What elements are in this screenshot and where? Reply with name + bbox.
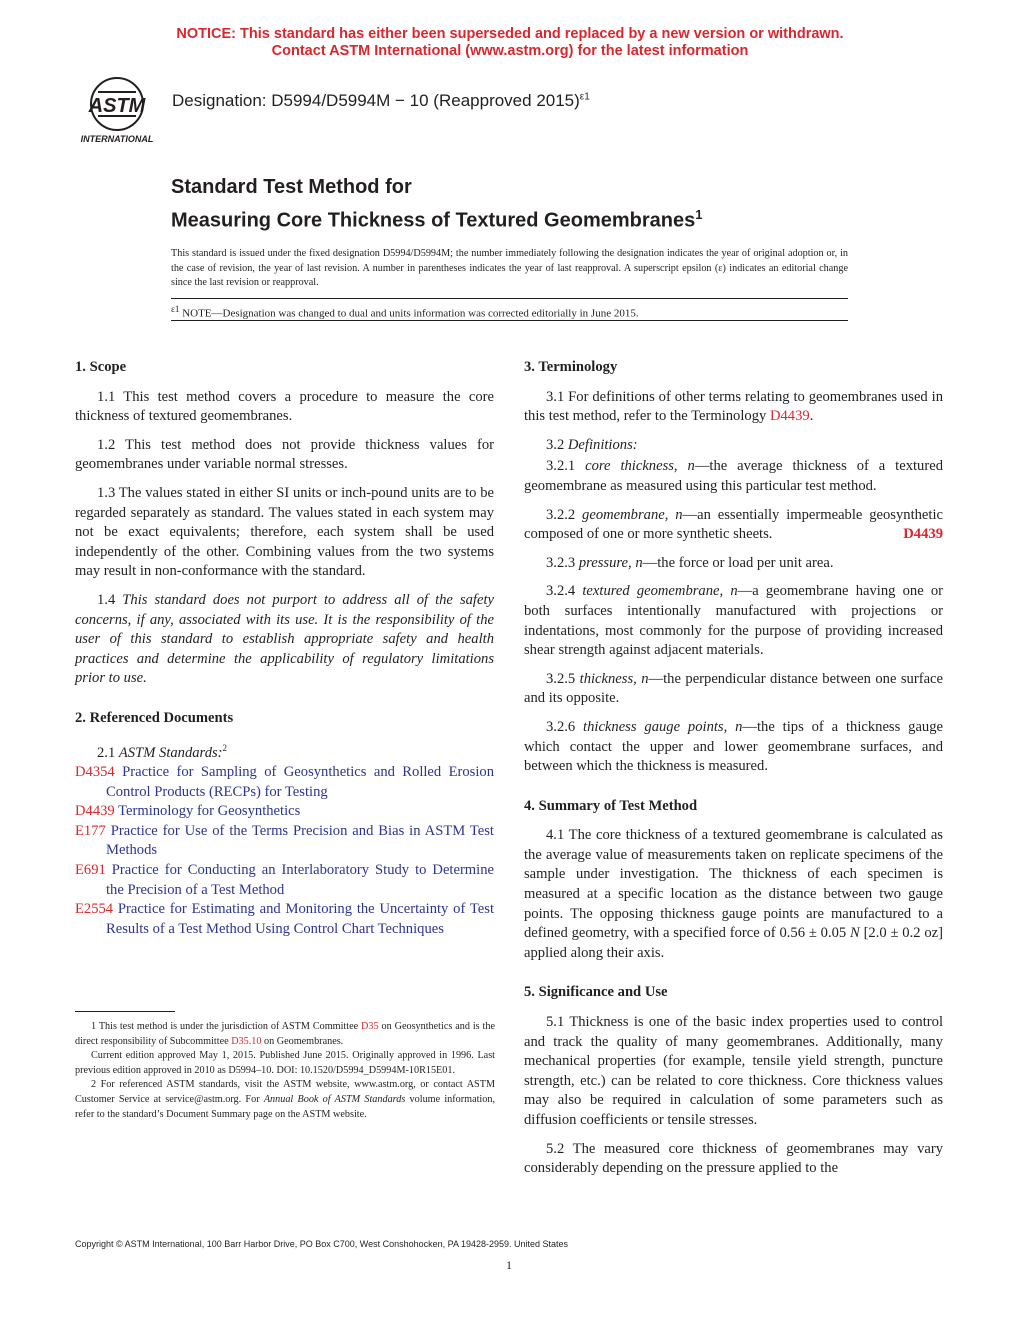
def-num: 3.2.1 bbox=[546, 458, 586, 475]
reference-item[interactable] bbox=[75, 822, 494, 861]
def-num: 3.2.4 bbox=[546, 583, 583, 600]
term-3-2-num: 3.2 bbox=[546, 436, 568, 453]
astm-standards-num: 2.1 bbox=[97, 744, 119, 761]
def-term: textured geomembrane, n bbox=[582, 583, 738, 600]
footnote-2-text-a: 2 For referenced ASTM standards, visit the ASTM website, www.astm.org, or contact ASTM Customer Service at service@astm.org. For bbox=[75, 1079, 495, 1105]
committee-d35-link[interactable]: D35 bbox=[361, 1021, 379, 1032]
reference-code-link[interactable]: E2554 bbox=[75, 901, 114, 918]
term-3-1-text: 3.1 For definitions of other terms relating to geomembranes used in this test method, refer to the Terminology bbox=[524, 388, 943, 425]
scope-1-1: 1.1 This test method covers a procedure to measure the core thickness of textured geomembranes. bbox=[75, 388, 494, 425]
intro-paragraph: This standard is issued under the fixed designation D5994/D5994M; the number immediately following the designation indicates the year of original adoption or, in the case of revision, the year of last revision. A number in parentheses indicates the year of last reapproval. A superscript epsilon (ε) indicates an editorial change since the last revision or reapproval. bbox=[171, 248, 848, 289]
designation bbox=[172, 91, 590, 111]
astm-standards-text: ASTM Standards: bbox=[118, 744, 223, 761]
def-term: geomembrane, n bbox=[582, 506, 683, 523]
reference-code-link[interactable]: D4354 bbox=[75, 763, 115, 780]
d4439-link[interactable]: D4439 bbox=[769, 408, 810, 425]
footnote-1 bbox=[75, 1020, 495, 1049]
summary-heading: 4. Summary of Test Method bbox=[524, 797, 698, 814]
term-3-2-label: Definitions: bbox=[567, 436, 638, 453]
def-num: 3.2.3 bbox=[546, 554, 579, 571]
terminology-heading: 3. Terminology bbox=[524, 359, 618, 375]
def-pressure bbox=[524, 554, 943, 574]
footnote-2-text-b: volume information, refer to the standard’s Document Summary page on the ASTM website. bbox=[75, 1093, 495, 1120]
significance-heading: 5. Significance and Use bbox=[524, 984, 668, 1001]
def-num: 3.2.5 bbox=[546, 670, 580, 687]
reference-item[interactable] bbox=[75, 861, 494, 900]
reference-title-link[interactable]: Practice for Use of the Terms Precision and Bias in ASTM Test Methods bbox=[105, 822, 494, 859]
title-line-1: Standard Test Method for bbox=[171, 176, 412, 198]
notice-line-1: NOTICE: This standard has either been superseded and replaced by a new version or withdrawn. bbox=[176, 26, 844, 42]
notice-line-2: Contact ASTM International (www.astm.org) for the latest information bbox=[271, 43, 749, 59]
summary-text-end: [2.0 ± 0.2 oz] applied along their axis. bbox=[524, 925, 943, 961]
summary-text: 4.1 The core thickness of a textured geomembrane is calculated as the average value of measurements taken on replicate specimens of the sample under investigation. The thickness of each specimen is measured at a specific location as the distance between two gauge points. The opposing thickness gauge points are manufactured to a defined geometry, with a specified force of 0.56 ± 0.05 bbox=[524, 827, 943, 942]
footnote-2 bbox=[75, 1078, 495, 1122]
footnote-1-text-c: on Geomembranes. bbox=[261, 1035, 344, 1047]
editorial-note bbox=[171, 304, 639, 320]
scope-1-4 bbox=[75, 591, 494, 689]
footnotes bbox=[75, 1020, 495, 1122]
designation-sup: ε1 bbox=[579, 91, 590, 103]
def-geomembrane bbox=[524, 506, 943, 545]
editorial-note-text: NOTE—Designation was changed to dual and units information was corrected editorially in June 2015. bbox=[182, 307, 639, 320]
term-3-1-end: . bbox=[809, 408, 814, 425]
reference-item[interactable] bbox=[75, 900, 494, 939]
def-text: —the force or load per unit area. bbox=[642, 554, 834, 571]
reference-title-link[interactable]: Practice for Estimating and Monitoring the Uncertainty of Test Results of a Test Method Using Control Chart Techniques bbox=[106, 901, 494, 937]
significance-5-1: 5.1 Thickness is one of the basic index properties used to control and track the quality of many geomembranes. Additionally, many mechanical properties (for example, tensile yield strength, puncture strength, etc.) can be related to core thickness. Core thickness values may also be required in calculation of some parameters such as diffusion coefficients or tensile stresses. bbox=[524, 1014, 943, 1128]
def-text: —the tips of a thickness gauge which contact the upper and lower geomembrane surfaces, and between which the thickness is measured. bbox=[524, 718, 943, 775]
def-thickness-gauge-points bbox=[524, 718, 943, 777]
reference-title-link[interactable]: Terminology for Geosynthetics bbox=[114, 803, 301, 820]
logo-subtext: INTERNATIONAL bbox=[80, 134, 154, 144]
def-term: pressure, n bbox=[578, 554, 643, 571]
astm-logo bbox=[76, 76, 158, 144]
document-title bbox=[171, 174, 702, 235]
scope-heading: 1. Scope bbox=[75, 359, 127, 375]
referenced-heading: 2. Referenced Documents bbox=[75, 709, 234, 726]
term-3-2 bbox=[524, 436, 943, 456]
reference-item[interactable] bbox=[75, 763, 494, 802]
def-core-thickness bbox=[524, 457, 943, 496]
reference-code-link[interactable]: D4439 bbox=[75, 803, 115, 820]
left-column bbox=[75, 358, 494, 939]
page-number: 1 bbox=[506, 1258, 512, 1272]
def-textured-geomembrane bbox=[524, 582, 943, 660]
def-num: 3.2.2 bbox=[546, 506, 583, 523]
def-term: thickness, n bbox=[579, 670, 649, 687]
footnote-divider bbox=[75, 1011, 175, 1012]
def-term: core thickness, n bbox=[585, 458, 695, 475]
astm-standards-sup: 2 bbox=[222, 742, 228, 753]
footnote-1-text-b: on Geosynthetics and is the direct responsibility of Subcommittee bbox=[75, 1021, 495, 1047]
scope-1-4-num: 1.4 bbox=[97, 591, 123, 608]
footnote-1-text-a: 1 This test method is under the jurisdiction of ASTM Committee bbox=[91, 1021, 362, 1032]
def-text: —the average thickness of a textured geomembrane as measured using this particular test method. bbox=[524, 458, 943, 494]
copyright: Copyright © ASTM International, 100 Barr Harbor Drive, PO Box C700, West Conshohocken, PA 19428-2959. United States bbox=[75, 1239, 569, 1249]
divider-top bbox=[171, 298, 848, 299]
right-column bbox=[524, 358, 943, 1188]
def-text: —an essentially impermeable geosynthetic composed of one or more synthetic sheets. bbox=[524, 506, 943, 543]
def-text: —the perpendicular distance between one surface and its opposite. bbox=[524, 670, 944, 707]
def-text: —a geomembrane having one or both surfaces intentionally manufactured with projections or indentations, most commonly for the purpose of providing increased shear strength against adjacent materials. bbox=[524, 583, 943, 659]
reference-title-link[interactable]: Practice for Sampling of Geosynthetics and Rolled Erosion Control Products (RECPs) for Testing bbox=[106, 763, 494, 800]
def-source-link[interactable]: D4439 bbox=[903, 526, 943, 543]
summary-4-1 bbox=[524, 826, 943, 963]
designation-text: Designation: D5994/D5994M − 10 (Reapproved 2015) bbox=[172, 91, 580, 110]
reference-item[interactable] bbox=[75, 802, 494, 822]
significance-5-2: 5.2 The measured core thickness of geomembranes may vary considerably depending on the pressure applied to the bbox=[524, 1140, 943, 1177]
reference-title-link[interactable]: Practice for Conducting an Interlaboratory Study to Determine the Precision of a Test Method bbox=[105, 861, 494, 898]
reference-code-link[interactable]: E691 bbox=[75, 861, 106, 878]
def-term: thickness gauge points, n bbox=[583, 718, 743, 735]
scope-1-3: 1.3 The values stated in either SI units or inch-pound units are to be regarded separately as standard. The values stated in each system may not be exact equivalents; therefore, each system shall be used independently of the other. Combining values from the two systems may result in non-conformance with the standard. bbox=[75, 484, 494, 580]
scope-1-4-text: This standard does not purport to address all of the safety concerns, if any, associated with its use. It is the responsibility of the user of this standard to establish appropriate safety and health practices and determine the applicability of regulatory limitations prior to use. bbox=[75, 591, 494, 687]
logo-text: ASTM bbox=[88, 95, 146, 117]
astm-standards-label bbox=[75, 739, 494, 763]
term-3-1 bbox=[524, 388, 943, 427]
scope-1-2: 1.2 This test method does not provide thickness values for geomembranes under variable normal stresses. bbox=[75, 436, 494, 473]
title-footnote-mark: 1 bbox=[695, 207, 703, 222]
reference-list bbox=[75, 763, 494, 939]
reference-code-link[interactable]: E177 bbox=[75, 822, 106, 839]
footnote-1-edition: Current edition approved May 1, 2015. Published June 2015. Originally approved in 1996. Last previous edition approved in 2010 as D5994–10. DOI: 10.1520/D5994_D5994M-10R15E01. bbox=[75, 1050, 495, 1076]
subcommittee-link[interactable]: D35.10 bbox=[231, 1035, 262, 1047]
def-thickness bbox=[524, 670, 943, 709]
footnote-2-italic: Annual Book of ASTM Standards bbox=[263, 1093, 406, 1105]
editorial-note-mark: ε1 bbox=[171, 304, 180, 314]
summary-unit: N bbox=[850, 925, 860, 942]
withdrawal-notice bbox=[0, 26, 1020, 60]
divider-bottom bbox=[171, 320, 848, 321]
def-num: 3.2.6 bbox=[546, 718, 584, 735]
title-line-2: Measuring Core Thickness of Textured Geomembranes bbox=[171, 209, 696, 232]
